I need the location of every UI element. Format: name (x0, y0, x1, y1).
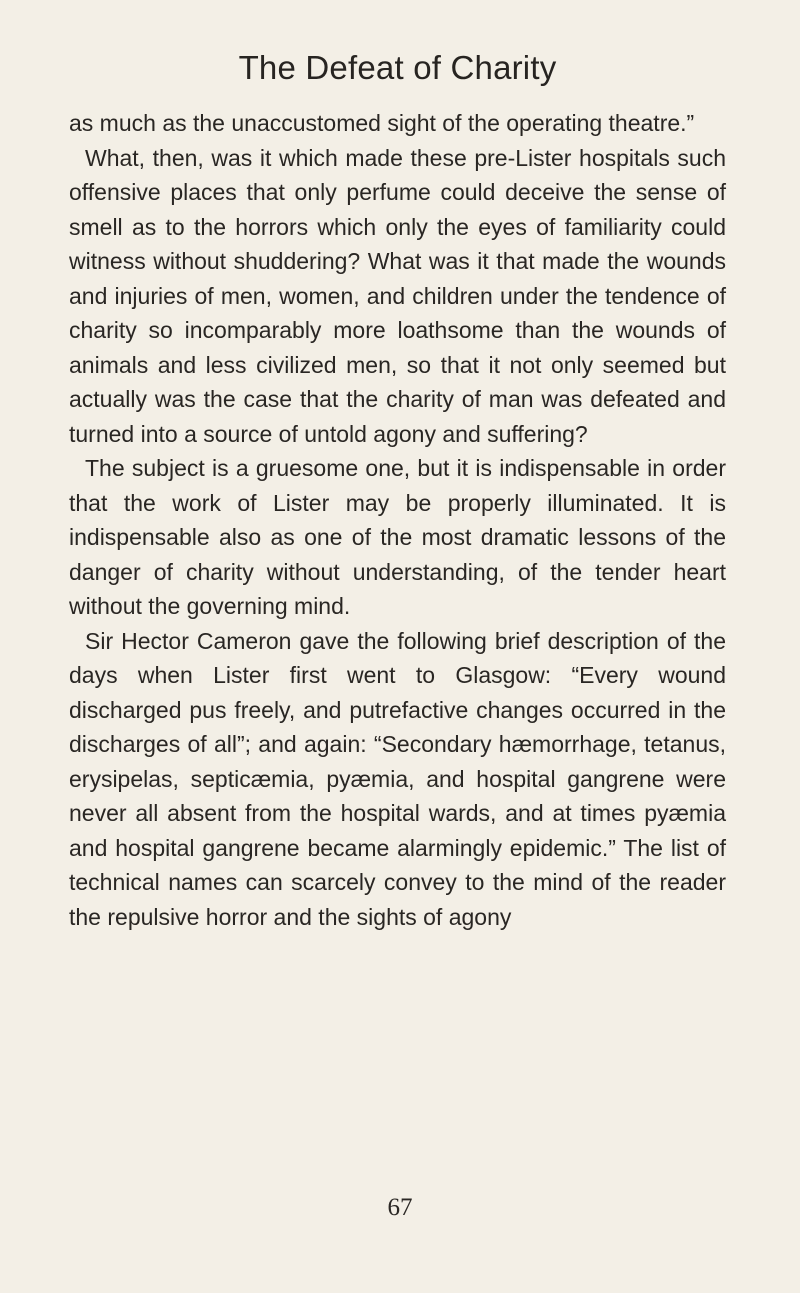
body-text (69, 106, 726, 934)
page-number: 67 (387, 1194, 413, 1221)
paragraph: The subject is a gruesome one, but it is indispensable in order that the work of Lister may be properly illuminated. It is indispensable also as one of the most dramatic lessons of the danger of charity without understanding, of the tender heart without the governing mind. (69, 455, 726, 619)
paragraph-continued: as much as the unaccustomed sight of the operating theatre.” (69, 110, 695, 136)
running-head: The Defeat of Charity (238, 49, 557, 86)
paragraph: What, then, was it which made these pre-Lister hospitals such offensive places that only perfume could deceive the sense of smell as to the horrors which only the eyes of familiarity could witness without shuddering? What was it that made the wounds and injuries of men, women, and children under the tendence of charity so incomparably more loathsome than the wounds of animals and less civilized men, so that it not only seemed but actually was the case that the charity of man was defeated and turned into a source of untold agony and suffering? (69, 144, 726, 447)
paragraph: Sir Hector Cameron gave the following brief description of the days when Lister first went to Glasgow: “Every wound discharged pus freely, and putrefactive changes occurred in the discharges of all”; and again: “Secondary hæmorrhage, tetanus, erysipelas, septicæmia, pyæmia, and hospital gangrene were never all absent from the hospital wards, and at times pyæmia and hospital gangrene became alarmingly epidemic.” The list of technical names can scarcely convey to the mind of the reader the repulsive horror and the sights of agony (69, 627, 726, 930)
